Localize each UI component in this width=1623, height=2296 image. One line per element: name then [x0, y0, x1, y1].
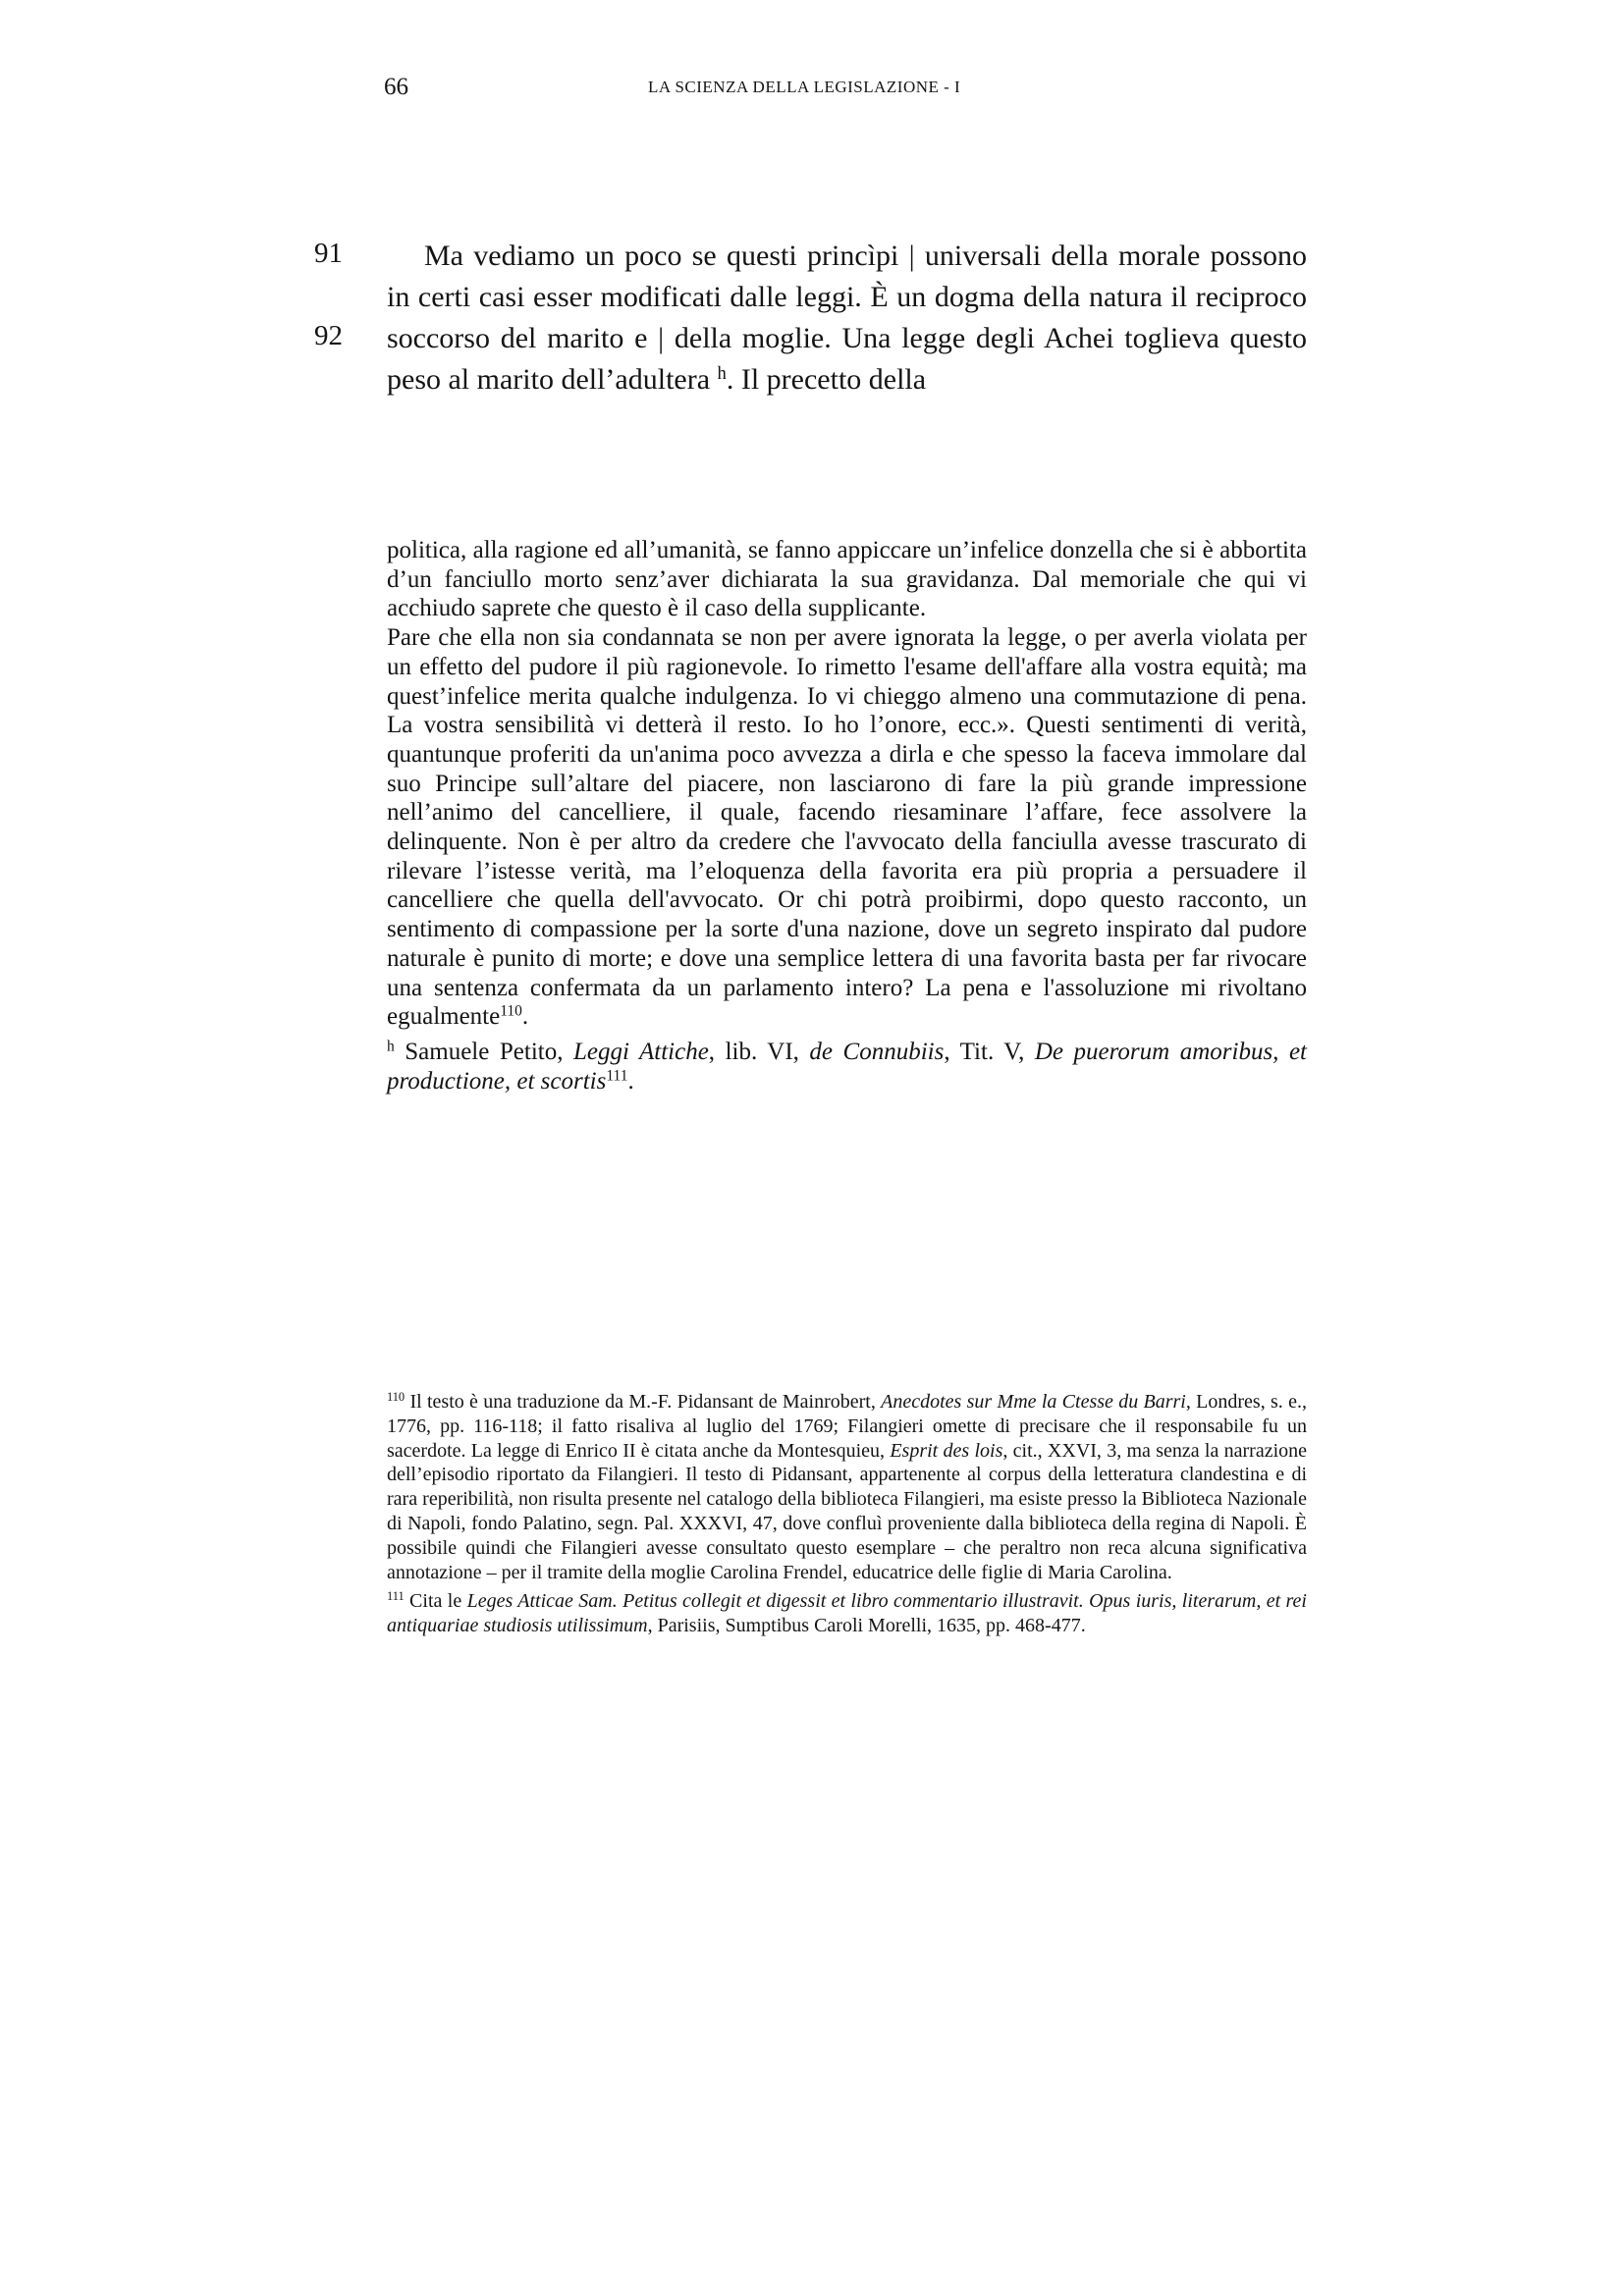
footnote-title: Anecdotes sur Mme la Ctesse du Barri	[881, 1391, 1186, 1413]
note-h	[387, 1038, 1307, 1095]
footnotes	[387, 1390, 1307, 1643]
footnote-text: , Parisiis, Sumptibus Caroli Morelli, 1635, pp. 468-477.	[647, 1615, 1086, 1637]
margin-number-91: 91	[314, 238, 343, 269]
footnote-text: Il testo è una traduzione da M.-F. Pidansant de Mainrobert,	[405, 1391, 882, 1413]
footnote-title: Leges Atticae Sam. Petitus collegit et digessit et libro commentario illustravit. Opus iuris, literarum, et rei antiquariae studiosis utilissimum	[387, 1590, 1307, 1637]
note-h-marker: h	[387, 1038, 395, 1055]
note-h-text: Samuele Petito,	[394, 1038, 573, 1065]
quote-paragraph-1: politica, alla ragione ed all’umanità, se fanno appiccare un’infelice donzella che si è abbortita d’un fanciullo morto senz’aver dichiarata la sua gravidanza. Dal memoriale che qui vi acchiudo saprete che questo è il caso della supplicante.	[387, 537, 1307, 622]
note-continuation	[387, 536, 1307, 1095]
note-h-text: , Tit. V,	[944, 1038, 1035, 1065]
footnote-ref-111: 111	[606, 1067, 628, 1085]
note-h-text: .	[627, 1067, 634, 1095]
page-number: 66	[384, 74, 408, 100]
main-paragraph	[387, 236, 1307, 400]
footnote-110	[387, 1390, 1307, 1584]
footnote-111	[387, 1589, 1307, 1638]
main-text-start: Ma	[424, 240, 474, 272]
quote-paragraph-2-text: Pare che ella non sia condannata se non per avere ignorata la legge, o per averla violata per un effetto del pudore il più ragionevole. Io rimetto l'esame dell'affare alla vostra equità; ma quest’infelice merita qualche indulgenza. Io vi chieggo almeno una commutazione di pena. La vostra sensibilità vi detterà il resto. Io ho l’onore, ecc.». Questi sentimenti di verità, quantunque proferiti da un'anima poco avvezza a dirla e che spesso la faceva immolare dal suo Principe sull’altare del piacere, non lasciarono di fare la più grande impressione nell’animo del cancelliere, il quale, facendo riesaminare l’affare, fece assolvere la delinquente. Non è per altro da credere che l'avvocato della fanciulla avesse trascurato di rilevare l’istesse verità, ma l’eloquenza della favorita era più propria a persuadere il cancelliere che quella dell'avvocato. Or chi potrà proibirmi, dopo questo racconto, un sentimento di compassione per la sorte d'una nazione, dove un segreto inspirato dal pudore naturale è punito di morte; e dove una semplice lettera di una favorita basta per far rivocare una sentenza confermata da un parlamento intero? La pena e l'assoluzione mi rivoltano egualmente	[387, 624, 1307, 1031]
note-h-title: Leggi Attiche	[572, 1038, 709, 1065]
note-h-title: de Connubiis	[809, 1038, 945, 1065]
footnote-text: , cit., XXVI, 3, ma senza la narrazione dell’episodio riportato da Filangieri. Il testo di Pidansant, appartenente al corpus della letteratura clandestina e di rara reperibilità, non risulta presente nel catalogo della biblioteca Filangieri, ma esiste presso la Biblioteca Nazionale di Napoli, fondo Palatino, segn. Pal. XXXVI, 47, dove confluì proveniente dalla biblioteca della regina di Napoli. È possibile quindi che Filangieri avesse consultato questo esemplare – che peraltro non reca alcuna significativa annotazione – per il tramite della moglie Carolina Frendel, educatrice delle figlie di Maria Carolina.	[387, 1439, 1308, 1583]
footnote-text: , Londres, s. e., 1776, pp. 116-118; il fatto risaliva al luglio del 1769; Filangieri omette di precisare che il responsabile fu un sacerdote. La legge di Enrico II è citata anche da Montesquieu,	[387, 1391, 1307, 1462]
running-title: LA SCIENZA DELLA LEGISLAZIONE - I	[648, 78, 961, 96]
margin-number-92: 92	[314, 320, 343, 351]
footnote-title: Esprit des lois	[890, 1439, 1003, 1462]
note-h-title: De puerorum amoribus, et productione, et scortis	[387, 1038, 1307, 1095]
main-text-end: . Il precetto della	[726, 363, 927, 396]
note-h-text: , lib. VI,	[708, 1038, 810, 1065]
footnote-ref-110: 110	[500, 1002, 522, 1020]
note-marker-h: h	[717, 362, 727, 384]
footnote-number: 110	[387, 1390, 406, 1405]
footnote-number: 111	[387, 1589, 405, 1604]
main-text-body: vediamo un poco se questi princìpi | universali della morale possono in certi casi esser modificati dalle leggi. È un dogma della natura il reciproco soccorso del marito e | della moglie. Una legge degli Achei toglieva questo peso al marito dell’adultera	[387, 240, 1307, 396]
quote-paragraph-2: Pare che ella non sia condannata se non per avere ignorata la legge, o per averla violata per un effetto del pudore il più ragionevole. Io rimetto l'esame dell'affare alla vostra equità; ma quest’infelice merita qualche indulgenza. Io vi chieggo almeno una commutazione di pena. La vostra sensibilità vi detterà il resto. Io ho l’onore, ecc.». Questi sentimenti di verità, quantunque proferiti da un'anima poco avvezza a dirla e che spesso la faceva immolare dal suo Principe sull’altare del piacere, non lasciarono di fare la più grande impressione nell’animo del cancelliere, il quale, facendo riesaminare l’affare, fece assolvere la delinquente. Non è per altro da credere che l'avvocato della fanciulla avesse trascurato di rilevare l’istesse verità, ma l’eloquenza della favorita era più propria a persuadere il cancelliere che quella dell'avvocato. Or chi potrà proibirmi, dopo questo racconto, un sentimento di compassione per la sorte d'una nazione, dove un segreto inspirato dal pudore naturale è punito di morte; e dove una semplice lettera di una favorita basta per far rivocare una sentenza confermata da un parlamento intero? La pena e l'assoluzione mi rivoltano egualmente$^{110}$.	[387, 624, 1307, 1031]
footnote-text: Cita le	[404, 1590, 467, 1613]
